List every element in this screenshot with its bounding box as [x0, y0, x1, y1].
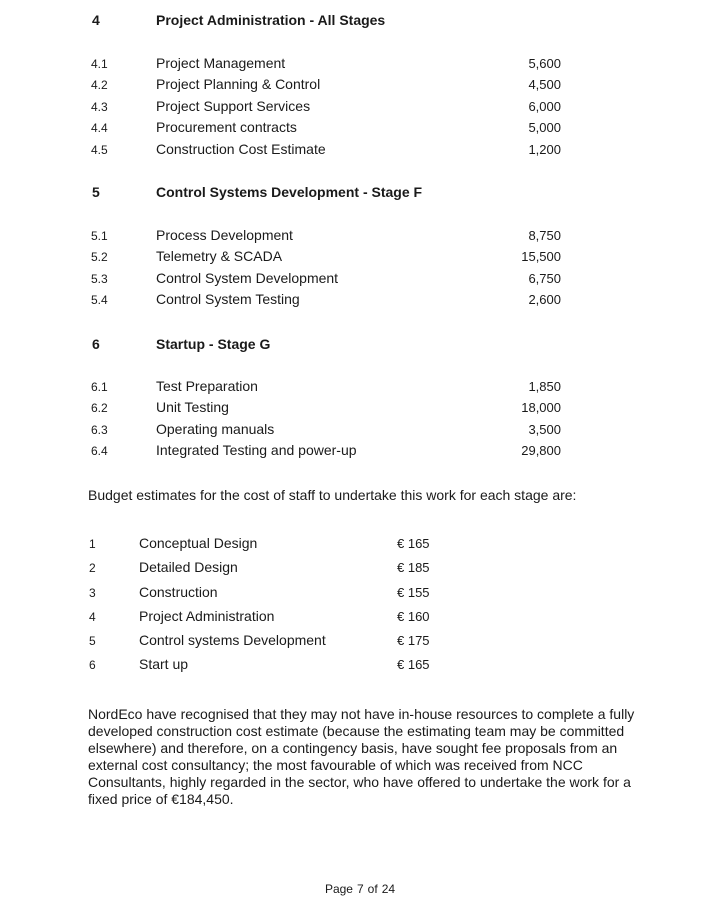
item-value: 29,800: [521, 443, 561, 458]
section-number: 6: [92, 336, 100, 352]
table-row: [0, 55, 720, 76]
item-number: 4.1: [91, 57, 108, 71]
item-value: 18,000: [521, 400, 561, 415]
item-name: Control System Development: [156, 270, 339, 286]
item-number: 4.4: [91, 121, 108, 135]
rate-value: € 160: [397, 609, 430, 624]
table-row: [0, 270, 720, 291]
rate-number: 6: [89, 658, 96, 672]
item-name: Project Support Services: [156, 98, 311, 114]
item-number: 4.3: [91, 100, 108, 114]
footer-prefix: Page: [324, 882, 353, 896]
rate-number: 2: [89, 561, 96, 575]
table-row: [0, 399, 720, 420]
body-paragraph: NordEco have recognised that they may not have in-house resources to complete a fully developed construction cost estimate (because the estimating team may be committed elsewhere) and therefore, on a contingency basis, have sought fee proposals from an external cost consultancy; the most favourable of which was received from NCC Consultants, highly regarded in the sector, who have offered to undertake the work for a fixed price of €184,450.: [88, 706, 635, 807]
section-title: Control Systems Development - Stage F: [156, 184, 423, 200]
rate-value: € 185: [397, 560, 430, 575]
budget-intro: Budget estimates for the cost of staff to undertake this work for each stage are:: [88, 487, 577, 503]
section-number: 5: [92, 184, 100, 200]
table-row: [0, 378, 720, 399]
rate-stage: Project Administration: [139, 608, 275, 624]
list-item: [0, 584, 720, 608]
rate-stage: Start up: [139, 656, 189, 672]
table-row: [0, 119, 720, 140]
rate-number: 5: [89, 634, 96, 648]
item-value: 5,600: [528, 56, 561, 71]
item-value: 8,750: [528, 228, 561, 243]
table-row: [0, 291, 720, 312]
section-number: 4: [92, 12, 100, 28]
rate-stage: Detailed Design: [139, 559, 238, 575]
item-value: 5,000: [528, 120, 561, 135]
item-value: 6,000: [528, 99, 561, 114]
item-value: 4,500: [528, 77, 561, 92]
item-name: Operating manuals: [156, 421, 275, 437]
table-row: [0, 442, 720, 463]
table-row: [0, 76, 720, 97]
item-name: Integrated Testing and power-up: [156, 442, 357, 458]
item-number: 4.5: [91, 143, 108, 157]
item-name: Control System Testing: [156, 291, 300, 307]
table-row: [0, 141, 720, 162]
rate-value: € 155: [397, 585, 430, 600]
item-name: Procurement contracts: [156, 119, 297, 135]
list-item: [0, 608, 720, 632]
list-item: [0, 559, 720, 583]
page-footer: [0, 882, 720, 896]
list-item: [0, 535, 720, 559]
item-value: 1,850: [528, 379, 561, 394]
table-row: [0, 98, 720, 119]
item-number: 5.2: [91, 250, 108, 264]
item-value: 1,200: [528, 142, 561, 157]
footer-total-pages: 24: [381, 882, 396, 896]
list-item: [0, 656, 720, 680]
item-name: Project Planning & Control: [156, 76, 321, 92]
rate-stage: Control systems Development: [139, 632, 326, 648]
item-value: 3,500: [528, 422, 561, 437]
rate-stage: Conceptual Design: [139, 535, 258, 551]
item-value: 2,600: [528, 292, 561, 307]
footer-separator: of: [367, 882, 378, 896]
rate-value: € 165: [397, 536, 430, 551]
item-name: Telemetry & SCADA: [156, 248, 283, 264]
rate-number: 3: [89, 586, 96, 600]
rate-number: 1: [89, 537, 96, 551]
list-item: [0, 632, 720, 656]
item-value: 15,500: [521, 249, 561, 264]
item-number: 5.4: [91, 293, 108, 307]
item-name: Unit Testing: [156, 399, 229, 415]
item-name: Test Preparation: [156, 378, 258, 394]
item-number: 6.2: [91, 401, 108, 415]
item-number: 5.1: [91, 229, 108, 243]
item-name: Construction Cost Estimate: [156, 141, 326, 157]
rate-value: € 175: [397, 633, 430, 648]
section-title: Startup - Stage G: [156, 336, 271, 352]
footer-current-page: 7: [356, 882, 364, 896]
table-row: [0, 421, 720, 442]
item-name: Project Management: [156, 55, 286, 71]
item-value: 6,750: [528, 271, 561, 286]
item-name: Process Development: [156, 227, 293, 243]
item-number: 5.3: [91, 272, 108, 286]
item-number: 4.2: [91, 78, 108, 92]
rate-number: 4: [89, 610, 96, 624]
item-number: 6.1: [91, 380, 108, 394]
rate-stage: Construction: [139, 584, 218, 600]
rate-value: € 165: [397, 657, 430, 672]
section-title: Project Administration - All Stages: [156, 12, 386, 28]
item-number: 6.4: [91, 444, 108, 458]
item-number: 6.3: [91, 423, 108, 437]
table-row: [0, 248, 720, 269]
table-row: [0, 227, 720, 248]
